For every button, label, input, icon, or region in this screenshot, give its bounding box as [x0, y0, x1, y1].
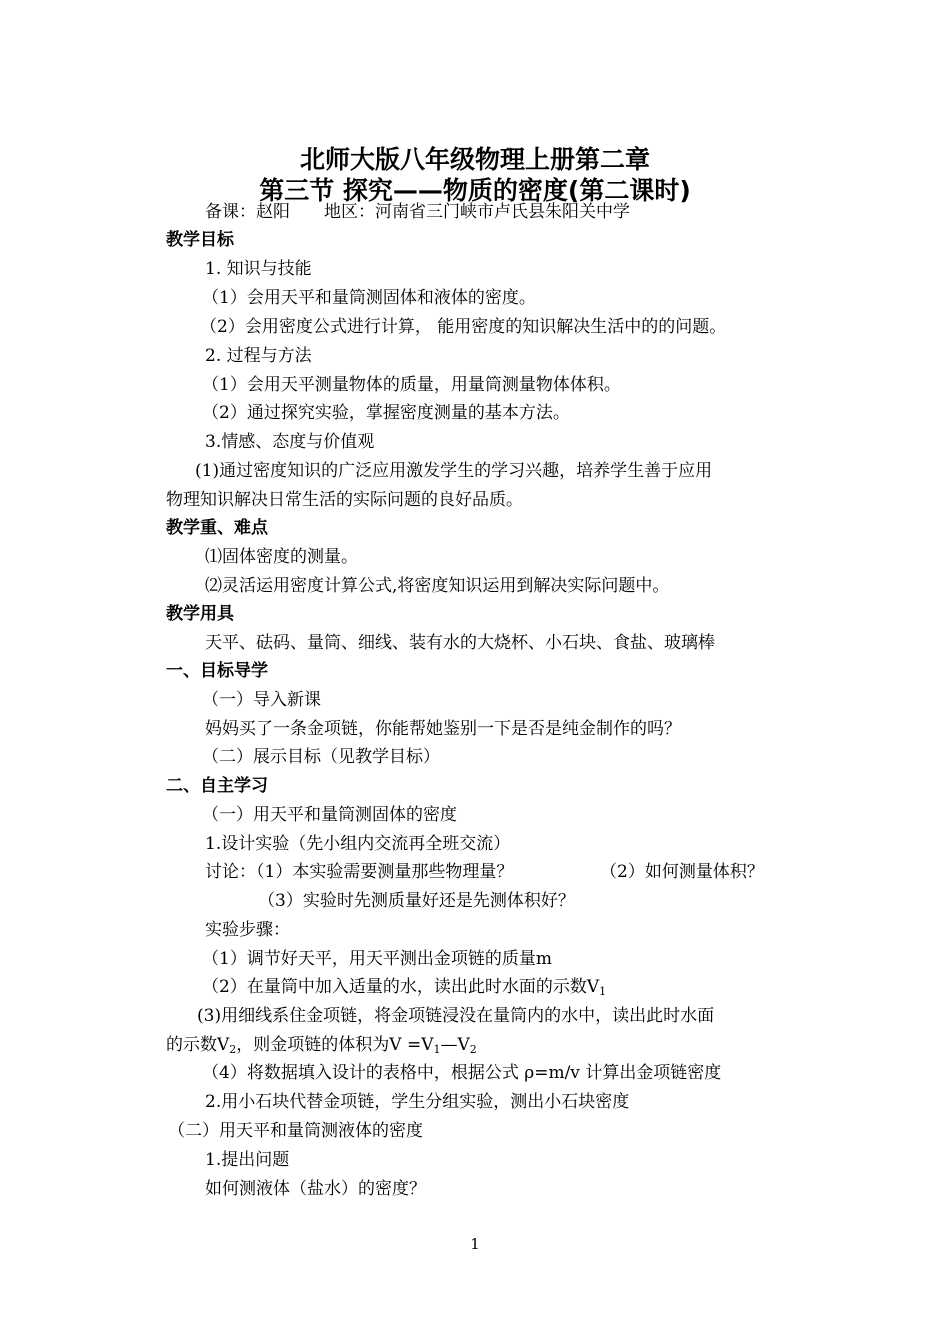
- key-point-2: ⑵灵活运用密度计算公式,将密度知识运用到解决实际问题中。: [205, 576, 670, 596]
- goal-process-title: 2. 过程与方法: [205, 346, 312, 366]
- heading-section-1: 一、目标导学: [166, 661, 268, 681]
- section2-sub2: （二）用天平和量筒测液体的密度: [168, 1121, 423, 1141]
- step-3b-text-1: 的示数V: [166, 1035, 230, 1055]
- step-3b-text-2: ，则金项链的体积为V =V: [236, 1035, 434, 1055]
- step-2-subscript: 1: [599, 985, 607, 998]
- goal-knowledge-title: 1. 知识与技能: [205, 259, 312, 279]
- step-3b-text-3: —V: [440, 1035, 470, 1055]
- section2-ask: 如何测液体（盐水）的密度？: [205, 1179, 426, 1199]
- step-3b-sub-1: 2: [229, 1043, 237, 1056]
- section1-sub2: （二）展示目标（见教学目标）: [202, 747, 440, 767]
- step-4: （4）将数据填入设计的表格中，根据公式 ρ=m/v 计算出金项链密度: [202, 1063, 722, 1083]
- goal-knowledge-1: （1）会用天平和量筒测固体和液体的密度。: [202, 288, 536, 308]
- heading-teaching-goals: 教学目标: [166, 230, 234, 250]
- step-2-text: （2）在量筒中加入适量的水，读出此时水面的示数V: [202, 977, 600, 997]
- doc-title-line2: 第三节 探究——物质的密度(第二课时): [259, 176, 691, 205]
- goal-knowledge-2: （2）会用密度公式进行计算， 能用密度的知识解决生活中的的问题。: [200, 317, 727, 337]
- section2-ask-title: 1.提出问题: [205, 1150, 290, 1170]
- step-3b: [166, 1034, 477, 1056]
- tools-list: 天平、砝码、量筒、细线、装有水的大烧杯、小石块、食盐、玻璃棒: [205, 633, 715, 653]
- goal-emotion-title: 3.情感、态度与价值观: [205, 432, 375, 452]
- section2-stone: 2.用小石块代替金项链，学生分组实验，测出小石块密度: [205, 1092, 630, 1112]
- step-3b-sub-3: 2: [469, 1043, 477, 1056]
- page-number: 1: [470, 1235, 480, 1253]
- section2-discuss-a: 讨论：（1）本实验需要测量那些物理量？: [205, 862, 514, 882]
- step-2: [202, 976, 606, 998]
- section1-question: 妈妈买了一条金项链，你能帮她鉴别一下是否是纯金制作的吗？: [205, 719, 681, 739]
- goal-process-1: （1）会用天平测量物体的质量，用量筒测量物体体积。: [202, 375, 621, 395]
- section2-sub1: （一）用天平和量筒测固体的密度: [202, 805, 457, 825]
- section2-discuss-b: （2）如何测量体积？: [600, 862, 764, 882]
- step-3b-sub-2: 1: [433, 1043, 441, 1056]
- goal-emotion-1a: (1)通过密度知识的广泛应用激发学生的学习兴趣，培养学生善于应用: [195, 461, 713, 481]
- section2-design: 1.设计实验（先小组内交流再全班交流）: [205, 834, 511, 854]
- goal-process-2: （2）通过探究实验，掌握密度测量的基本方法。: [202, 403, 570, 423]
- author-line: 备课：赵阳 地区：河南省三门峡市卢氏县朱阳关中学: [205, 202, 630, 222]
- step-3a: (3)用细线系住金项链，将金项链浸没在量筒内的水中，读出此时水面: [197, 1006, 715, 1026]
- heading-section-2: 二、自主学习: [166, 776, 268, 796]
- heading-key-points: 教学重、难点: [166, 518, 268, 538]
- section2-discuss-c: （3）实验时先测质量好还是先测体积好？: [258, 891, 575, 911]
- step-1: （1）调节好天平，用天平测出金项链的质量m: [202, 949, 552, 969]
- key-point-1: ⑴固体密度的测量。: [205, 547, 358, 567]
- goal-emotion-1b: 物理知识解决日常生活的实际问题的良好品质。: [166, 490, 523, 510]
- section2-steps-label: 实验步骤：: [205, 920, 290, 940]
- doc-title-line1: 北师大版八年级物理上册第二章: [299, 145, 650, 174]
- heading-teaching-tools: 教学用具: [166, 604, 234, 624]
- section1-sub1: （一）导入新课: [202, 690, 321, 710]
